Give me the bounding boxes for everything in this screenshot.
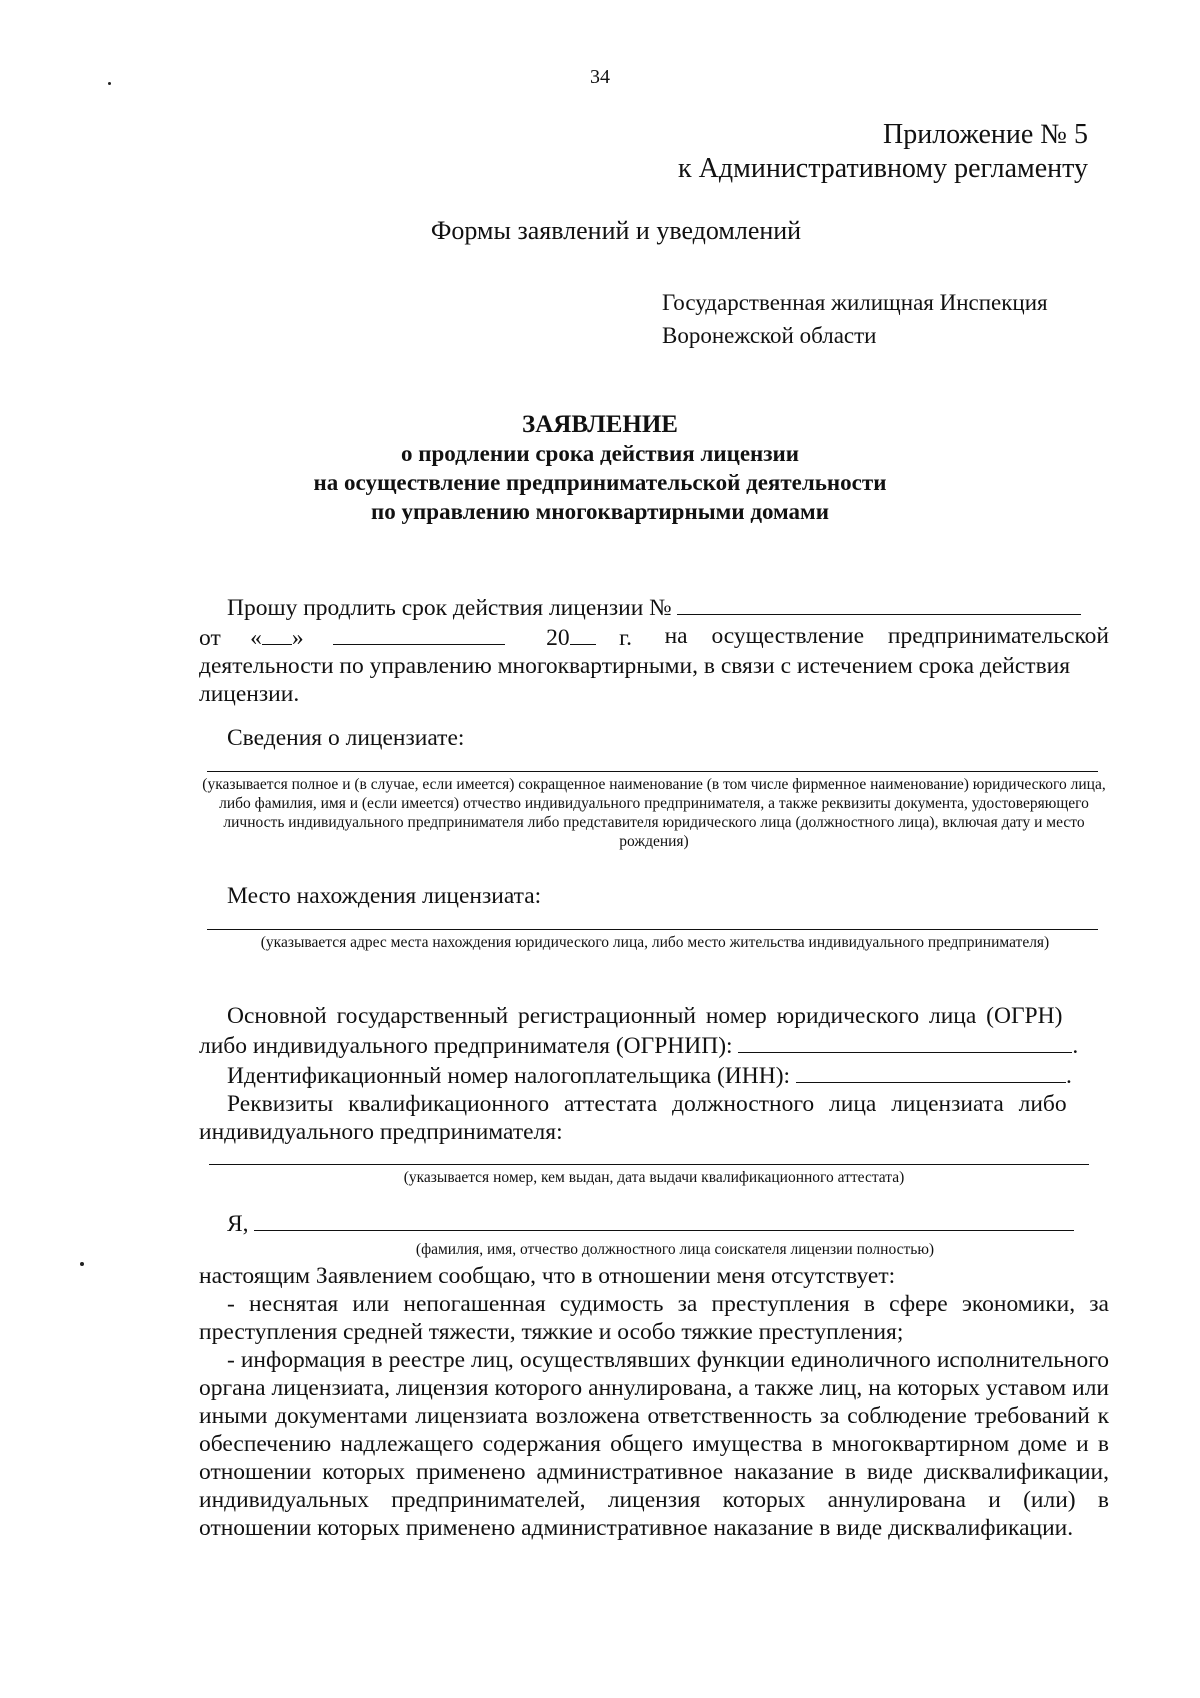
declarant-row	[199, 1208, 1109, 1238]
attestat-line-1: Реквизиты квалификационного аттестата должностного лица лицензиата либо	[227, 1091, 1067, 1117]
appendix-header	[678, 118, 1088, 186]
license-month-field[interactable]	[333, 622, 505, 645]
declarant-note: (фамилия, имя, отчество должностного лица соискателя лицензии полностью)	[415, 1241, 935, 1258]
request-from: от	[199, 625, 221, 651]
request-paragraph	[199, 592, 1109, 708]
attestat-line-2: индивидуального предпринимателя:	[199, 1119, 563, 1145]
quote-close: »	[291, 625, 304, 651]
request-line-3: деятельности по управлению многоквартирными, в связи с истечением срока действия	[199, 653, 1071, 679]
title-line-2: о продлении срока действия лицензии	[400, 441, 800, 466]
forms-heading: Формы заявлений и уведомлений	[430, 216, 802, 245]
request-line-2-rest: на осуществление предпринимательской	[664, 623, 1109, 649]
ogrn-line-1: Основной государственный регистрационный номер юридического лица (ОГРН)	[227, 1003, 1063, 1029]
recipient-line-2: Воронежской области	[662, 323, 877, 348]
year-suffix: г.	[619, 625, 632, 651]
request-prefix: Прошу продлить срок действия лицензии №	[227, 595, 672, 621]
appendix-reference: к Административному регламенту	[678, 153, 1088, 184]
licensee-info-line[interactable]	[207, 771, 1098, 772]
document-title	[0, 410, 1200, 526]
page-number: 34	[590, 66, 610, 88]
location-note: (указывается адрес места нахождения юридического лица, либо место жительства индивидуального предпринимателя)	[260, 934, 1050, 951]
scan-speck	[80, 1262, 84, 1266]
licensee-info-label: Сведения о лицензиате:	[227, 725, 465, 751]
recipient-line-1: Государственная жилищная Инспекция	[662, 290, 1048, 315]
declaration-block	[199, 1262, 1109, 1542]
ogrn-line-2: либо индивидуального предпринимателя (ОГРНИП):	[199, 1033, 733, 1059]
quote-open: «	[250, 625, 262, 651]
license-year-field[interactable]	[570, 622, 596, 645]
license-day-field[interactable]	[262, 622, 292, 645]
location-label: Место нахождения лицензиата:	[227, 883, 542, 909]
request-line-4: лицензии.	[199, 681, 300, 707]
declarant-ya: Я,	[227, 1211, 249, 1237]
declaration-item-1: - неснятая или непогашенная судимость за преступления в сфере экономики, за преступления средней тяжести, тяжкие и особо тяжкие преступления;	[199, 1291, 1109, 1345]
inn-label: Идентификационный номер налогоплательщика (ИНН):	[227, 1063, 791, 1089]
appendix-number: Приложение № 5	[883, 119, 1088, 150]
attestat-note: (указывается номер, кем выдан, дата выдачи квалификационного аттестата)	[403, 1169, 905, 1186]
declaration-statement: настоящим Заявлением сообщаю, что в отношении меня отсутствует:	[199, 1263, 896, 1289]
license-number-field[interactable]	[677, 592, 1081, 615]
license-year-prefix: 20	[546, 625, 570, 651]
licensee-info-note: (указывается полное и (в случае, если имеется) сокращенное наименование (в том числе фирменное наименование) юридического лица, либо фамилия, имя и (если имеется) отчество индивидуального предпринимателя, а также реквизиты документа, удостоверяющего личность индивидуального предпринимателя либо представителя юридического лица (должностного лица), включая дату и место рождения)	[202, 776, 1106, 850]
title-main: ЗАЯВЛЕНИЕ	[522, 411, 678, 438]
location-line[interactable]	[207, 929, 1098, 930]
declaration-item-2: - информация в реестре лиц, осуществлявших функции единоличного исполнительного органа лицензиата, лицензия которого аннулирована, а также лиц, на которых уставом или иными документами лицензиата возложена ответственность за соблюдение требований к обеспечению надлежащего содержания общего имущества в многоквартирном доме и в отношении которых применено административное наказание в виде дисквалификации, индивидуальных предпринимателей, лицензия которых аннулирована и (или) в отношении которых применено административное наказание в виде дисквалификации.	[199, 1347, 1109, 1541]
recipient-block	[662, 286, 1048, 352]
inn-field[interactable]	[796, 1060, 1066, 1083]
title-line-3: на осуществление предпринимательской деятельности	[313, 470, 887, 495]
ogrn-block: Основной государственный регистрационный номер юридического лица (ОГРН) либо индивидуального предпринимателя (ОГРНИП): . Идентификационный номер налогоплательщика (ИНН): . Реквизиты квалификационного аттестата должностного лица лицензиата либо индивидуального предпринимателя:	[199, 1002, 1109, 1146]
attestat-line[interactable]	[209, 1164, 1089, 1165]
title-line-4: по управлению многоквартирными домами	[371, 499, 829, 524]
declarant-name-field[interactable]	[254, 1208, 1074, 1231]
ogrn-field[interactable]	[738, 1030, 1072, 1053]
